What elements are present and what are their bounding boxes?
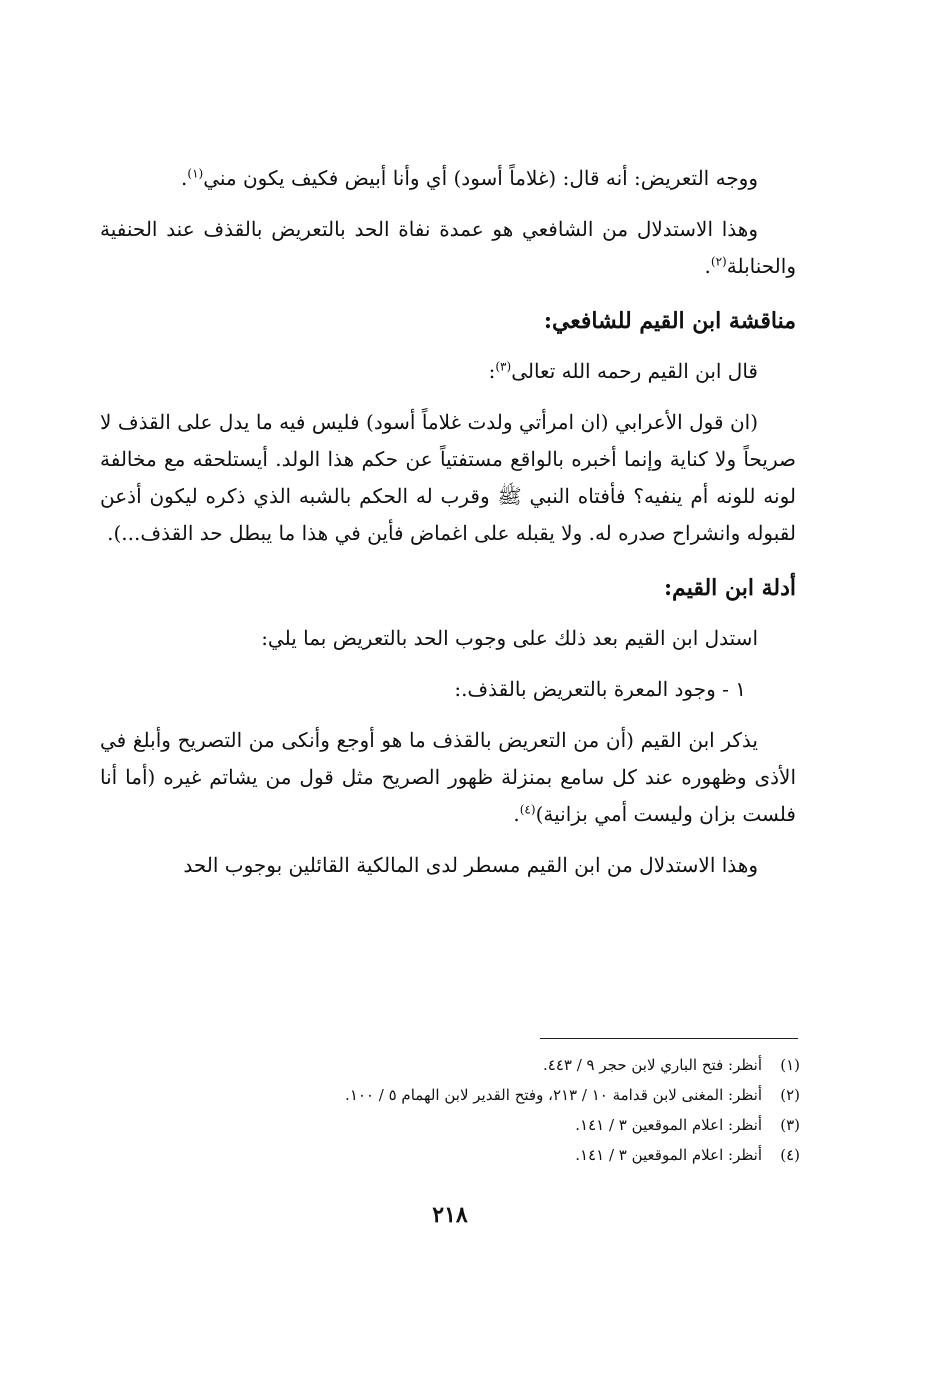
footnote-text: أنظر: اعلام الموقعين ٣ / ١٤١. [575, 1116, 762, 1134]
footnote-number: (٣) [780, 1116, 800, 1134]
page-number: ٢١٨ [432, 1202, 468, 1228]
footnote-ref-3: (٣) [495, 359, 512, 374]
footnote-text: أنظر: المغنى لابن قدامة ١٠ / ٢١٣، وفتح القدير لابن الهمام ٥ / ١٠٠. [345, 1086, 762, 1104]
footnote-item [160, 1140, 800, 1170]
paragraph-4: استدل ابن القيم بعد ذلك على وجوب الحد بالتعريض بما يلي: [261, 626, 758, 650]
paragraph-1-end: . [181, 166, 188, 190]
page-body [100, 160, 796, 884]
quotation-block: (ان قول الأعرابي (ان امرأتي ولدت غلاماً أسود) فليس فيه ما يدل على القذف لا صريحاً ولا كناية وإنما أخبره بالواقع مستفتياً عن حكم هذا الولد. أيستلحقه مع مخالفة لونه للونه أم ينفيه؟ فأفتاه النبي ﷺ وقرب له الحكم بالشبه الذي ذكره ليكون أذعن لقبوله وانشراح صدره له. ولا يقبله على اغماض فأين في هذا ما يبطل حد القذف...). [100, 410, 796, 545]
paragraph-1-text: ووجه التعريض: أنه قال: (غلاماً أسود) أي وأنا أبيض فكيف يكون مني [203, 166, 758, 190]
footnote-ref-1: (١) [187, 166, 204, 181]
paragraph-3-end: : [488, 359, 496, 383]
footnotes-list [160, 1050, 800, 1170]
footnote-ref-4: (٤) [519, 802, 536, 817]
paragraph-1 [100, 160, 796, 197]
list-item-1: ١ - وجود المعرة بالتعريض بالقذف.: [454, 677, 746, 701]
footnote-separator [540, 1038, 798, 1039]
footnote-ref-2: (٢) [710, 254, 727, 269]
footnote-number: (١) [780, 1056, 800, 1074]
paragraph-3-text: قال ابن القيم رحمه الله تعالى [511, 359, 758, 383]
section-heading-1: مناقشة ابن القيم للشافعي: [543, 308, 796, 334]
footnote-number: (٢) [780, 1086, 800, 1104]
paragraph-5 [100, 722, 796, 833]
footnote-item [160, 1110, 800, 1140]
footnote-item [160, 1080, 800, 1110]
footnote-text: أنظر: فتح الباري لابن حجر ٩ / ٤٤٣. [542, 1056, 762, 1074]
footnote-item [160, 1050, 800, 1080]
section-heading-2: أدلة ابن القيم: [663, 575, 796, 601]
footnote-number: (٤) [780, 1146, 800, 1164]
paragraph-2 [100, 211, 796, 285]
paragraph-5-text: يذكر ابن القيم (أن من التعريض بالقذف ما هو أوجع وأنكى من التصريح وأبلغ في الأذى وظهوره عند كل سامع بمنزلة ظهور الصريح مثل قول من يشاتم غيره (أما أنا فلست بزان وليست أمي بزانية) [100, 728, 796, 826]
paragraph-3 [100, 353, 796, 390]
paragraph-6: وهذا الاستدلال من ابن القيم مسطر لدى المالكية القائلين بوجوب الحد [183, 853, 758, 877]
paragraph-2-end: . [704, 254, 711, 278]
footnote-text: أنظر: اعلام الموقعين ٣ / ١٤١. [575, 1146, 762, 1164]
paragraph-5-end: . [513, 802, 520, 826]
paragraph-2-text: وهذا الاستدلال من الشافعي هو عمدة نفاة الحد بالتعريض بالقذف عند الحنفية والحنابلة [100, 217, 796, 278]
